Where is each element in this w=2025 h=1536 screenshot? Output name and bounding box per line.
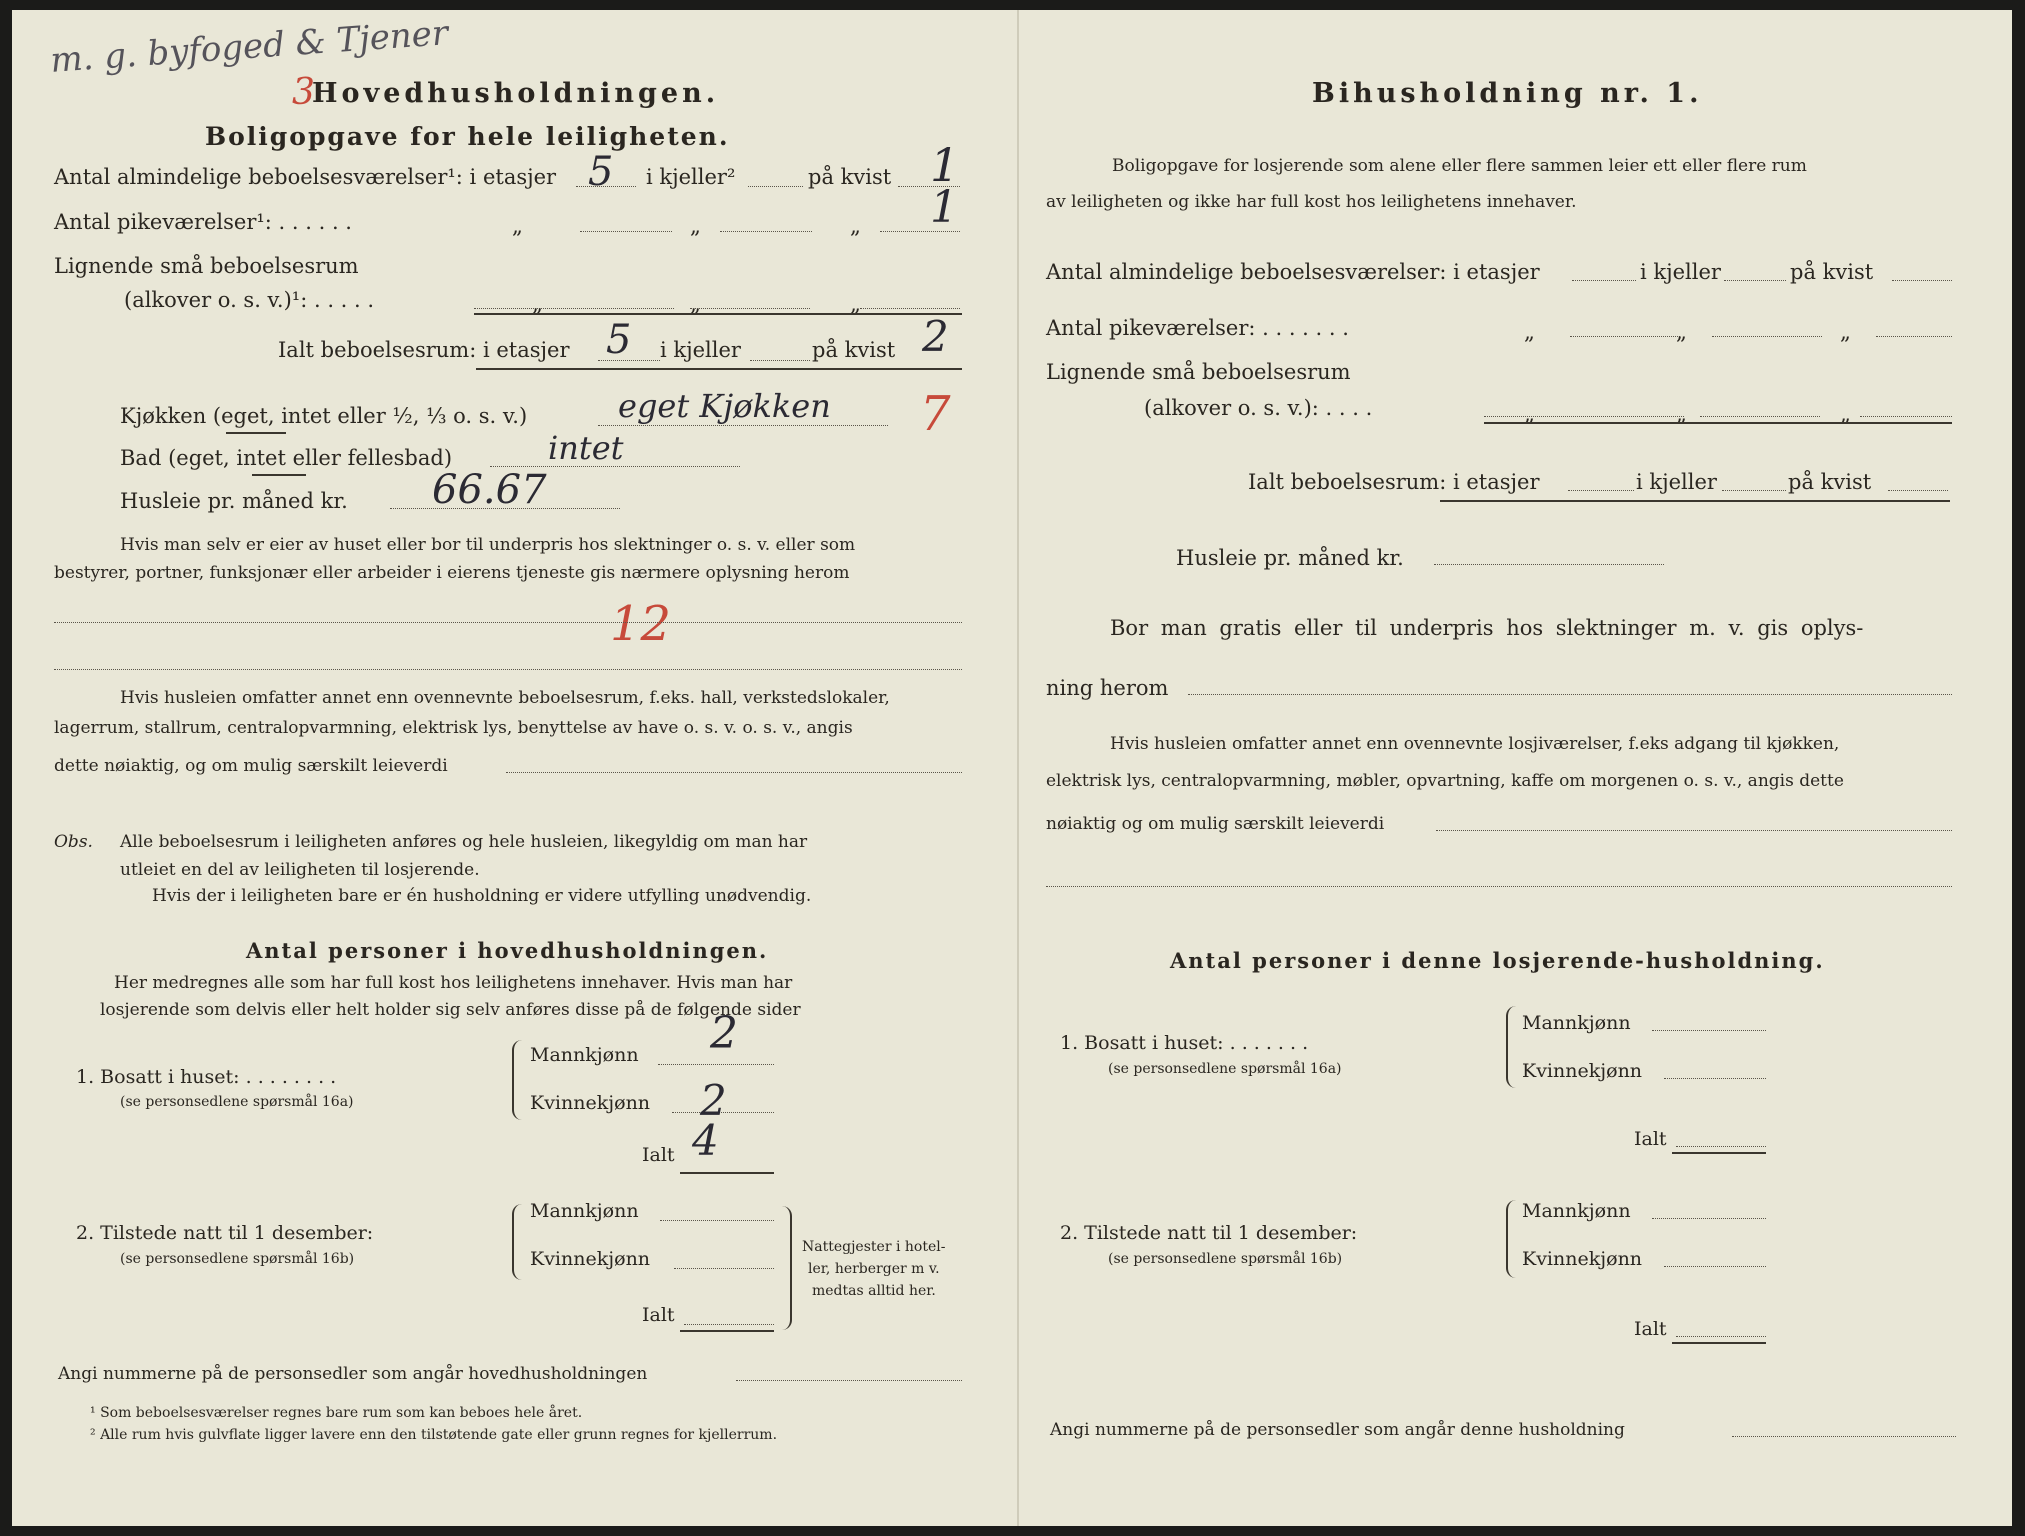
right-row1-kjeller: i kjeller (1640, 260, 1721, 284)
right-angi-line (1732, 1436, 1956, 1437)
left-ialt-kjeller: i kjeller (660, 338, 741, 362)
left-q1-mann-value: 2 (710, 1008, 738, 1059)
left-q1-brace (512, 1040, 524, 1120)
right-q1-ialt-rule (1672, 1152, 1766, 1154)
right-q2-kvinne-line (1664, 1266, 1766, 1267)
right-row3-label: Lignende små beboelsesrum (1046, 360, 1351, 384)
left-ialt-kjeller-line (750, 360, 810, 361)
left-q2-sub: (se personsedlene spørsmål 16b) (120, 1251, 355, 1267)
ditto-mark: „ (690, 214, 701, 238)
left-q2-mann: Mannkjønn (530, 1200, 639, 1222)
right-q1-mann-line (1652, 1030, 1766, 1031)
left-q2-kvinne-line (674, 1268, 774, 1269)
right-q2-ialt: Ialt (1634, 1318, 1667, 1340)
left-row2-label: Antal pikeværelser¹: . . . . . . (54, 210, 352, 234)
ditto-mark: „ (850, 292, 861, 316)
right-ialt-etasjer-line (1568, 490, 1634, 491)
ditto-mark: „ (1840, 402, 1851, 426)
right-para-line3: nøiaktig og om mulig særskilt leieverdi (1046, 814, 1385, 834)
right-q2-sub: (se personsedlene spørsmål 16b) (1108, 1251, 1343, 1267)
handwritten-top-note: m. g. byfoged & Tjener (49, 13, 450, 81)
left-footnote-1: ¹ Som beboelsesværelser regnes bare rum som kan beboes hele året. (90, 1405, 583, 1421)
left-row2-line-b (720, 231, 812, 232)
right-angi: Angi nummerne på de personsedler som angår denne husholdning (1050, 1420, 1625, 1440)
ditto-mark: „ (1676, 402, 1687, 426)
right-husleie-label: Husleie pr. måned kr. (1176, 546, 1404, 570)
left-row3-line-a (474, 308, 674, 309)
right-ialt-label: Ialt beboelsesrum: i etasjer (1248, 470, 1540, 494)
left-kjokken-line (598, 425, 888, 426)
left-sum-rule (474, 313, 962, 315)
left-kjokken-label: Kjøkken (eget, intet eller ½, ⅓ o. s. v.) (120, 404, 528, 428)
left-para2-line3: dette nøiaktig, og om mulig særskilt leieverdi (54, 756, 448, 776)
left-q2-mann-line (660, 1220, 774, 1221)
right-q1-ialt-line (1676, 1146, 1766, 1147)
left-para2-line2: lagerrum, stallrum, centralopvarmning, elektrisk lys, benyttelse av have o. s. v. o. s. v., angis (54, 718, 853, 738)
right-q2-ialt-rule (1672, 1342, 1766, 1344)
right-q1-sub: (se personsedlene spørsmål 16a) (1108, 1061, 1342, 1077)
handwritten-red-7: 7 (920, 386, 951, 442)
right-ialt-kjeller: i kjeller (1636, 470, 1717, 494)
left-ialt-etasjer-value: 5 (606, 317, 632, 363)
left-footnote-2: ² Alle rum hvis gulvflate ligger lavere enn den tilstøtende gate eller grunn regnes for kjellerrum. (90, 1427, 778, 1443)
left-husleie-line (390, 508, 620, 509)
left-row2-kvist-value: 1 (930, 182, 958, 233)
left-title: Hovedhusholdningen. (312, 78, 720, 109)
left-bad-label: Bad (eget, intet eller fellesbad) (120, 446, 453, 470)
right-row2-line-b (1712, 336, 1822, 337)
right-row1-etasjer-line (1572, 280, 1636, 281)
left-para1-line1: Hvis man selv er eier av huset eller bor til underpris hos slektninger o. s. v. eller som (120, 535, 856, 555)
right-ialt-kvist: på kvist (1788, 470, 1872, 494)
right-q2-mann: Mannkjønn (1522, 1200, 1631, 1222)
left-husleie-label: Husleie pr. måned kr. (120, 489, 348, 513)
right-ialt-rule (1440, 500, 1950, 502)
left-q1-mann-line (658, 1064, 774, 1065)
left-q1-mann: Mannkjønn (530, 1044, 639, 1066)
left-bad-value: intet (548, 429, 624, 467)
left-q1-ialt: Ialt (642, 1144, 675, 1166)
left-persons-title: Antal personer i hovedhusholdningen. (246, 938, 769, 963)
left-row1-etasjer-value: 5 (588, 149, 614, 195)
left-q1-ialt-value: 4 (692, 1116, 719, 1165)
right-q2-ialt-line (1676, 1336, 1766, 1337)
right-row1-kvist: på kvist (1790, 260, 1874, 284)
left-natt-note-1: Nattegjester i hotel- (802, 1239, 946, 1255)
left-angi: Angi nummerne på de personsedler som angår hovedhusholdningen (58, 1364, 648, 1384)
right-q1-kvinne-line (1664, 1078, 1766, 1079)
right-q2-brace (1506, 1200, 1518, 1278)
left-obs-line2: utleiet en del av leiligheten til losjerende. (120, 860, 480, 880)
left-q2-ialt-rule (680, 1330, 774, 1332)
right-sum-rule (1484, 422, 1952, 424)
left-row3-label: Lignende små beboelsesrum (54, 254, 359, 278)
left-q2-ialt: Ialt (642, 1304, 675, 1326)
left-row1-kjeller: i kjeller² (646, 165, 736, 189)
right-para-line2: elektrisk lys, centralopvarmning, møbler, opvartning, kaffe om morgenen o. s. v., angis dette (1046, 771, 1844, 791)
right-q1-mann: Mannkjønn (1522, 1012, 1631, 1034)
right-intro-line2: av leiligheten og ikke har full kost hos leilighetens innehaver. (1046, 192, 1577, 212)
right-gratis-line2: ning herom (1046, 676, 1169, 700)
left-kjokken-value: eget Kjøkken (618, 387, 831, 425)
ditto-mark: „ (850, 214, 861, 238)
right-row3-line-b (1700, 416, 1820, 417)
right-gratis-line1: Bor man gratis eller til underpris hos slektninger m. v. gis oplys- (1110, 616, 1864, 640)
left-ialt-kvist: på kvist (812, 338, 896, 362)
handwritten-red-12: 12 (610, 596, 672, 652)
left-q2-brace-right (780, 1206, 792, 1330)
left-para1-line-a (54, 622, 962, 623)
right-title: Bihusholdning nr. 1. (1312, 78, 1703, 109)
left-q1-kvinne: Kvinnekjønn (530, 1092, 651, 1114)
left-natt-note-3: medtas alltid her. (812, 1283, 936, 1299)
left-row1-kvist: på kvist (808, 165, 892, 189)
right-row3-line-a (1484, 416, 1684, 417)
ditto-mark: „ (1676, 320, 1687, 344)
handwritten-red-3: 3 (292, 72, 315, 113)
ditto-mark: „ (512, 214, 523, 238)
left-husleie-value: 66.67 (432, 467, 547, 513)
left-q2-label: 2. Tilstede natt til 1 desember: (76, 1222, 374, 1244)
underline-intet (252, 474, 306, 476)
left-ialt-kvist-value: 2 (922, 312, 949, 361)
left-q1-ialt-rule (680, 1172, 774, 1174)
left-q2-kvinne: Kvinnekjønn (530, 1248, 651, 1270)
ditto-mark: „ (1524, 402, 1535, 426)
left-para2-line1: Hvis husleien omfatter annet enn ovennevnte beboelsesrum, f.eks. hall, verkstedslokaler, (120, 688, 890, 708)
left-q1-kvinne-value: 2 (700, 1076, 727, 1125)
left-ialt-rule (476, 368, 962, 370)
right-q1-label: 1. Bosatt i huset: . . . . . . . (1060, 1032, 1309, 1054)
left-q1-label: 1. Bosatt i huset: . . . . . . . . (76, 1066, 337, 1088)
right-q2-kvinne: Kvinnekjønn (1522, 1248, 1643, 1270)
left-persons-line2: losjerende som delvis eller helt holder sig selv anføres disse på de følgende sider (100, 1000, 801, 1020)
left-row3b-label: (alkover o. s. v.)¹: . . . . . (124, 288, 375, 312)
left-natt-note-2: ler, herberger m v. (808, 1261, 940, 1277)
left-para1-line2: bestyrer, portner, funksjonær eller arbeider i eierens tjeneste gis nærmere oplysning herom (54, 563, 850, 583)
left-obs-line3: Hvis der i leiligheten bare er én husholdning er videre utfylling unødvendig. (152, 886, 812, 906)
left-row1-kjeller-line (748, 186, 803, 187)
right-persons-title: Antal personer i denne losjerende-husholdning. (1170, 948, 1825, 973)
left-para1-line-b (54, 669, 962, 670)
page-fold (1017, 10, 1019, 1526)
right-para-line-a (1436, 830, 1952, 831)
right-ialt-kvist-line (1888, 490, 1948, 491)
right-husleie-line (1434, 564, 1664, 565)
right-intro-line1: Boligopgave for losjerende som alene eller flere sammen leier ett eller flere rum (1112, 156, 1807, 176)
left-obs-line1: Alle beboelsesrum i leiligheten anføres og hele husleien, likegyldig om man har (120, 832, 808, 852)
right-gratis-line (1188, 694, 1952, 695)
left-q2-ialt-line (684, 1324, 774, 1325)
right-para-line-b (1046, 886, 1952, 887)
left-row1-kvist-value: 1 (930, 138, 960, 192)
left-row3-line-c (860, 308, 960, 309)
right-q2-label: 2. Tilstede natt til 1 desember: (1060, 1222, 1358, 1244)
right-q1-ialt: Ialt (1634, 1128, 1667, 1150)
left-subtitle: Boligopgave for hele leiligheten. (205, 122, 730, 151)
left-obs-label: Obs. (54, 832, 93, 852)
ditto-mark: „ (1524, 320, 1535, 344)
left-para2-line (506, 772, 962, 773)
right-q1-kvinne: Kvinnekjønn (1522, 1060, 1643, 1082)
left-angi-line (736, 1380, 962, 1381)
left-q1-sub: (se personsedlene spørsmål 16a) (120, 1094, 354, 1110)
left-row3-line-b (690, 308, 810, 309)
right-row2-line-a (1570, 336, 1680, 337)
right-row2-line-c (1876, 336, 1952, 337)
ditto-mark: „ (1840, 320, 1851, 344)
left-row2-line-a (580, 231, 672, 232)
right-q1-brace (1506, 1006, 1518, 1088)
right-row1-kvist-line (1892, 280, 1952, 281)
left-row1-label: Antal almindelige beboelsesværelser¹: i etasjer (54, 165, 557, 189)
left-ialt-label: Ialt beboelsesrum: i etasjer (278, 338, 570, 362)
ditto-mark: „ (532, 292, 543, 316)
right-row3-line-c (1860, 416, 1952, 417)
left-q2-brace (512, 1204, 524, 1280)
right-ialt-kjeller-line (1722, 490, 1786, 491)
right-row1-label: Antal almindelige beboelsesværelser: i etasjer (1046, 260, 1540, 284)
right-row2-label: Antal pikeværelser: . . . . . . . (1046, 316, 1349, 340)
right-row1-kjeller-line (1724, 280, 1786, 281)
right-para-line1: Hvis husleien omfatter annet enn ovennevnte losjiværelser, f.eks adgang til kjøkken, (1110, 734, 1840, 754)
right-row3b-label: (alkover o. s. v.): . . . . (1144, 396, 1373, 420)
left-ialt-etasjer-line (598, 360, 660, 361)
ditto-mark: „ (690, 292, 701, 316)
underline-eget (226, 432, 286, 434)
right-q2-mann-line (1652, 1218, 1766, 1219)
left-persons-line1: Her medregnes alle som har full kost hos leilighetens innehaver. Hvis man har (114, 973, 793, 993)
